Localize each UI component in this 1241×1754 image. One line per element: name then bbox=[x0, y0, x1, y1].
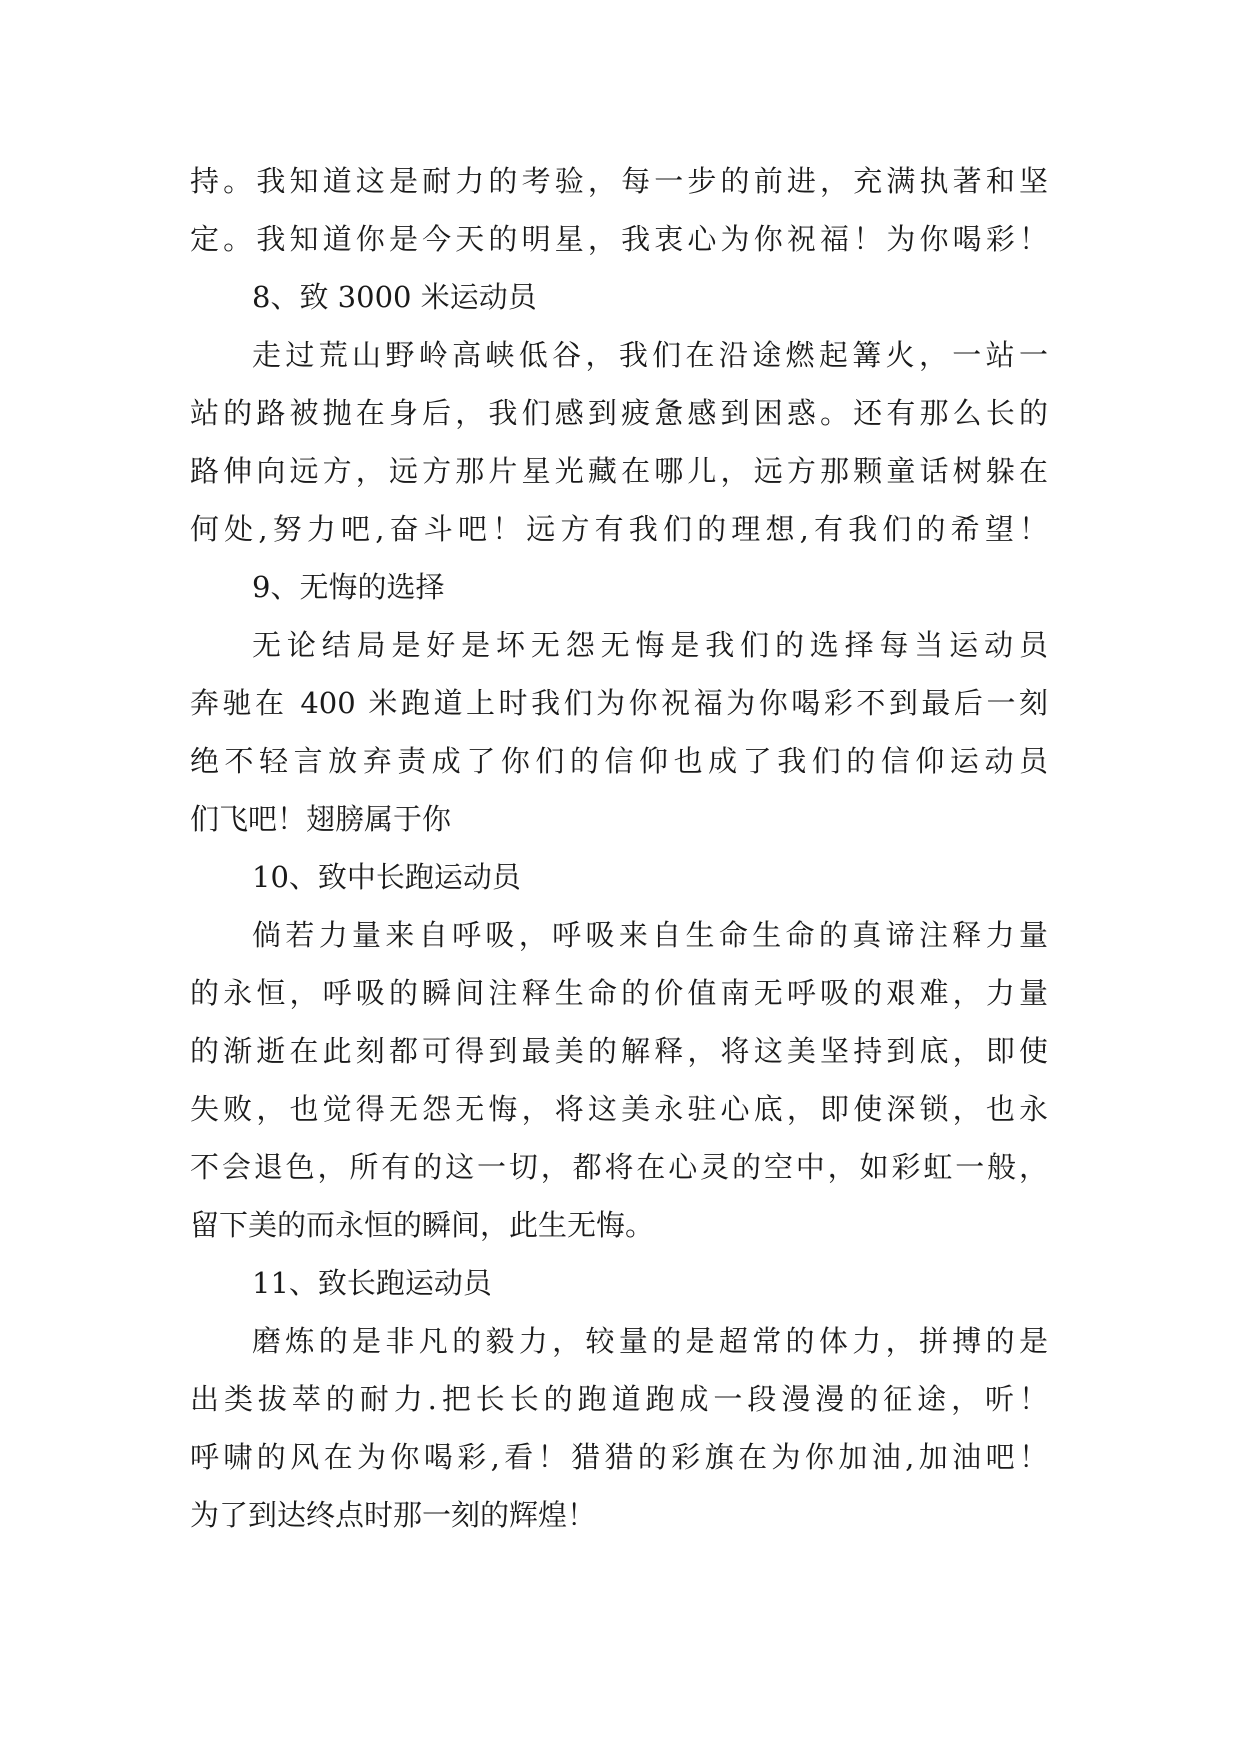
text-line: 奔驰在 400 米跑道上时我们为你祝福为你喝彩不到最后一刻 bbox=[190, 686, 1048, 720]
text-line: 何处,努力吧,奋斗吧！远方有我们的理想,有我们的希望！ bbox=[190, 512, 1048, 546]
text-line: 站的路被抛在身后，我们感到疲惫感到困惑。还有那么长的 bbox=[190, 396, 1048, 430]
text-line: 倘若力量来自呼吸，呼吸来自生命生命的真谛注释力量 bbox=[252, 918, 1048, 952]
text-line: 11、致长跑运动员 bbox=[252, 1266, 492, 1300]
text-line: 10、致中长跑运动员 bbox=[252, 860, 521, 894]
text-line: 们飞吧！翅膀属于你 bbox=[190, 802, 452, 836]
text-line: 磨炼的是非凡的毅力，较量的是超常的体力，拼搏的是 bbox=[252, 1324, 1048, 1358]
text-line: 定。我知道你是今天的明星，我衷心为你祝福！为你喝彩！ bbox=[190, 222, 1048, 256]
text-line: 持。我知道这是耐力的考验，每一步的前进，充满执著和坚 bbox=[190, 164, 1048, 198]
text-line: 的永恒，呼吸的瞬间注释生命的价值南无呼吸的艰难，力量 bbox=[190, 976, 1048, 1010]
text-line: 呼啸的风在为你喝彩,看！猎猎的彩旗在为你加油,加油吧！ bbox=[190, 1440, 1048, 1474]
document-body bbox=[190, 152, 1048, 1544]
text-line: 无论结局是好是坏无怨无悔是我们的选择每当运动员 bbox=[252, 628, 1048, 662]
text-line: 失败，也觉得无怨无悔，将这美永驻心底，即使深锁，也永 bbox=[190, 1092, 1048, 1126]
text-line: 不会退色，所有的这一切，都将在心灵的空中，如彩虹一般， bbox=[190, 1150, 1048, 1184]
text-line: 8、致 3000 米运动员 bbox=[252, 280, 537, 314]
text-line: 出类拔萃的耐力.把长长的跑道跑成一段漫漫的征途，听！ bbox=[190, 1382, 1048, 1416]
text-line: 留下美的而永恒的瞬间，此生无悔。 bbox=[190, 1208, 655, 1242]
text-line: 的渐逝在此刻都可得到最美的解释，将这美坚持到底，即使 bbox=[190, 1034, 1048, 1068]
text-line: 走过荒山野岭高峡低谷，我们在沿途燃起篝火，一站一 bbox=[252, 338, 1048, 372]
text-line: 9、无悔的选择 bbox=[252, 570, 445, 604]
text-line: 路伸向远方，远方那片星光藏在哪儿，远方那颗童话树躲在 bbox=[190, 454, 1048, 488]
text-line: 为了到达终点时那一刻的辉煌！ bbox=[190, 1498, 597, 1532]
text-line: 绝不轻言放弃责成了你们的信仰也成了我们的信仰运动员 bbox=[190, 744, 1048, 778]
